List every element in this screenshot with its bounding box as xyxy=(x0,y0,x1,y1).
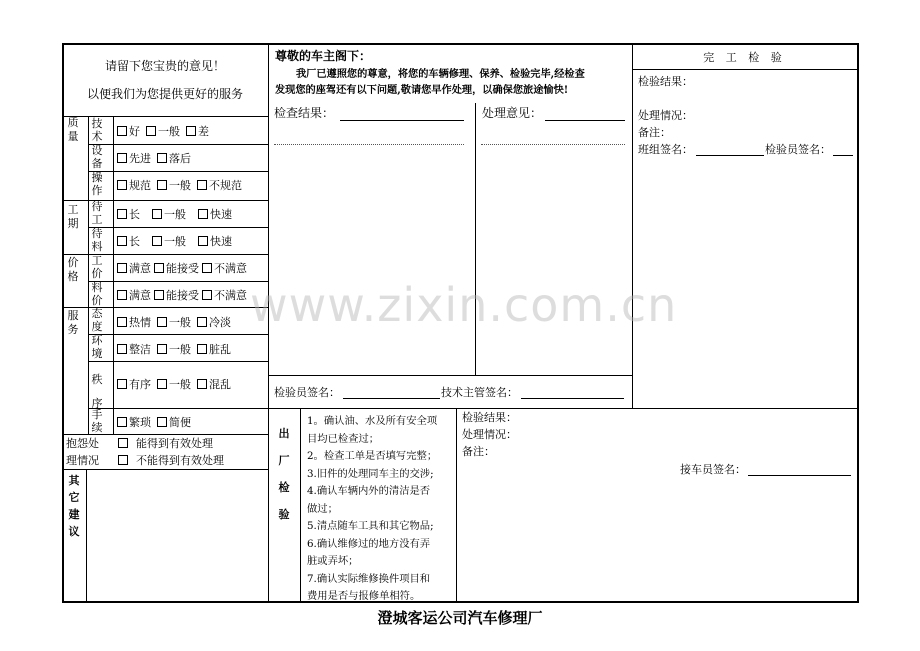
row-label-environment: 环境 xyxy=(91,334,103,360)
checkbox[interactable] xyxy=(157,317,167,327)
intro-line-2: 以便我们为您提供更好的服务 xyxy=(86,87,243,101)
checkbox[interactable] xyxy=(157,417,167,427)
row-label-operation: 操作 xyxy=(91,171,103,197)
row-options-wait-work: 长 一般 快速 xyxy=(117,208,238,221)
checklist-line: 目均已检查过； xyxy=(307,432,380,445)
row-options-parts-price: 满意 能接受 不满意 xyxy=(117,289,253,302)
group-price: 价格 xyxy=(67,256,79,283)
row-options-order: 有序 一般 混乱 xyxy=(117,378,237,391)
row-label-order: 秩序 xyxy=(91,373,103,410)
checkbox[interactable] xyxy=(157,180,167,190)
opinion-field[interactable] xyxy=(478,122,628,372)
checklist-line: 费用是否与报修单相符。 xyxy=(307,590,421,602)
checklist-line: 2。检查工单是否填写完整； xyxy=(307,450,438,462)
watermark: www.zixin.com.cn xyxy=(250,278,678,332)
checklist-line: 3.旧件的处理同车主的交涉; xyxy=(307,467,434,480)
checklist-line: 4.确认车辆内外的清洁是否 xyxy=(307,485,431,497)
check-result-field[interactable] xyxy=(272,122,472,372)
row-options-tech: 好 一般 差 xyxy=(117,125,215,138)
complaint-option-2: 不能得到有效处理 xyxy=(118,454,224,467)
row-options-wait-parts: 长 一般 快速 xyxy=(117,235,238,248)
checkbox[interactable] xyxy=(186,126,196,136)
inspector-sign-label-2: 检验员签名： xyxy=(765,143,831,156)
checkbox[interactable] xyxy=(152,236,162,246)
tech-sign-label: 技术主管签名： xyxy=(441,386,518,399)
checkbox[interactable] xyxy=(197,379,207,389)
checkbox[interactable] xyxy=(202,290,212,300)
other-suggestions-label: 其它建议 xyxy=(68,474,80,538)
group-service: 服务 xyxy=(67,309,79,336)
row-options-environment: 整洁 一般 脏乱 xyxy=(117,343,237,356)
checkbox[interactable] xyxy=(197,180,207,190)
complaint-option-1: 能得到有效处理 xyxy=(118,437,213,450)
remark-label: 备注： xyxy=(638,126,671,139)
row-label-labor-price: 工价 xyxy=(91,254,103,280)
row-label-equipment: 设备 xyxy=(91,144,103,170)
row-options-labor-price: 满意 能接受 不满意 xyxy=(117,262,253,275)
checkbox[interactable] xyxy=(198,209,208,219)
checkbox[interactable] xyxy=(152,209,162,219)
checkbox[interactable] xyxy=(117,263,127,273)
checkbox[interactable] xyxy=(198,236,208,246)
checkbox[interactable] xyxy=(118,455,128,465)
checkbox[interactable] xyxy=(117,379,127,389)
checkbox[interactable] xyxy=(157,344,167,354)
checkbox[interactable] xyxy=(117,317,127,327)
completion-title: 完 工 检 验 xyxy=(703,51,786,64)
checklist-line: 脏或弄坏； xyxy=(307,555,359,567)
row-options-operation: 规范 一般 不规范 xyxy=(117,179,248,192)
checkbox[interactable] xyxy=(157,153,167,163)
handling-label: 处理情况： xyxy=(638,109,693,122)
checkbox[interactable] xyxy=(197,317,207,327)
checklist-line: 1。确认油、水及所有安全项 xyxy=(307,415,438,427)
complaint-label-2: 理情况 xyxy=(66,454,99,467)
company-name: 澄城客运公司汽车修理厂 xyxy=(377,609,543,627)
check-result-label: 检查结果： xyxy=(274,106,335,120)
checklist-line: 6.确认维修过的地方没有弄 xyxy=(307,537,431,550)
checkbox[interactable] xyxy=(117,290,127,300)
row-options-equipment: 先进 落后 xyxy=(117,152,197,165)
row-label-procedure: 手续 xyxy=(91,408,103,434)
checkbox[interactable] xyxy=(157,379,167,389)
other-suggestions-field[interactable] xyxy=(88,471,266,599)
row-label-tech: 技术 xyxy=(91,117,103,143)
checkbox[interactable] xyxy=(118,438,128,448)
exit-checklist xyxy=(307,413,437,606)
checkbox[interactable] xyxy=(117,344,127,354)
checkbox[interactable] xyxy=(117,180,127,190)
row-label-attitude: 态度 xyxy=(91,307,103,333)
row-label-wait-parts: 待料 xyxy=(91,227,103,253)
group-period: 工期 xyxy=(67,203,79,230)
group-quality: 质量 xyxy=(67,116,79,143)
checklist-line: 做过； xyxy=(307,502,338,515)
exit-result-label: 检验结果： xyxy=(462,411,517,424)
checkbox[interactable] xyxy=(117,126,127,136)
checkbox[interactable] xyxy=(146,126,156,136)
team-sign-label: 班组签名： xyxy=(638,143,693,156)
checklist-line: 5.清点随车工具和其它物品; xyxy=(307,520,434,532)
opinion-label: 处理意见： xyxy=(482,106,543,120)
checkbox[interactable] xyxy=(154,290,164,300)
checkbox[interactable] xyxy=(117,209,127,219)
complaint-label-1: 抱怨处 xyxy=(66,437,99,450)
exit-remark-label: 备注： xyxy=(462,445,495,458)
greeting: 尊敬的车主阁下： xyxy=(275,49,372,63)
exit-inspection-label: 出厂检验 xyxy=(278,427,290,521)
message-line-1: 我厂已遵照您的尊意，将您的车辆修理、保养、检验完毕,经检查 xyxy=(296,68,585,80)
message-line-2: 发现您的座驾还有以下问题,敬请您早作处理，以确保您旅途愉快! xyxy=(275,84,569,96)
checkbox[interactable] xyxy=(202,263,212,273)
receiver-sign-label: 接车员签名： xyxy=(680,463,746,476)
checkbox[interactable] xyxy=(117,417,127,427)
row-options-attitude: 热情 一般 冷淡 xyxy=(117,316,237,329)
checkbox[interactable] xyxy=(154,263,164,273)
row-label-wait-work: 待工 xyxy=(91,200,103,226)
checklist-line: 7.确认实际维修换件项目和 xyxy=(307,572,431,585)
checkbox[interactable] xyxy=(197,344,207,354)
result-label: 检验结果： xyxy=(638,75,693,88)
exit-handling-label: 处理情况： xyxy=(462,428,517,441)
checkbox[interactable] xyxy=(117,236,127,246)
inspector-sign-label: 检验员签名： xyxy=(274,386,340,399)
row-label-parts-price: 料价 xyxy=(91,281,103,307)
checkbox[interactable] xyxy=(117,153,127,163)
intro-line-1: 请留下您宝贵的意见！ xyxy=(104,59,225,73)
row-options-procedure: 繁琐 简便 xyxy=(117,416,197,429)
